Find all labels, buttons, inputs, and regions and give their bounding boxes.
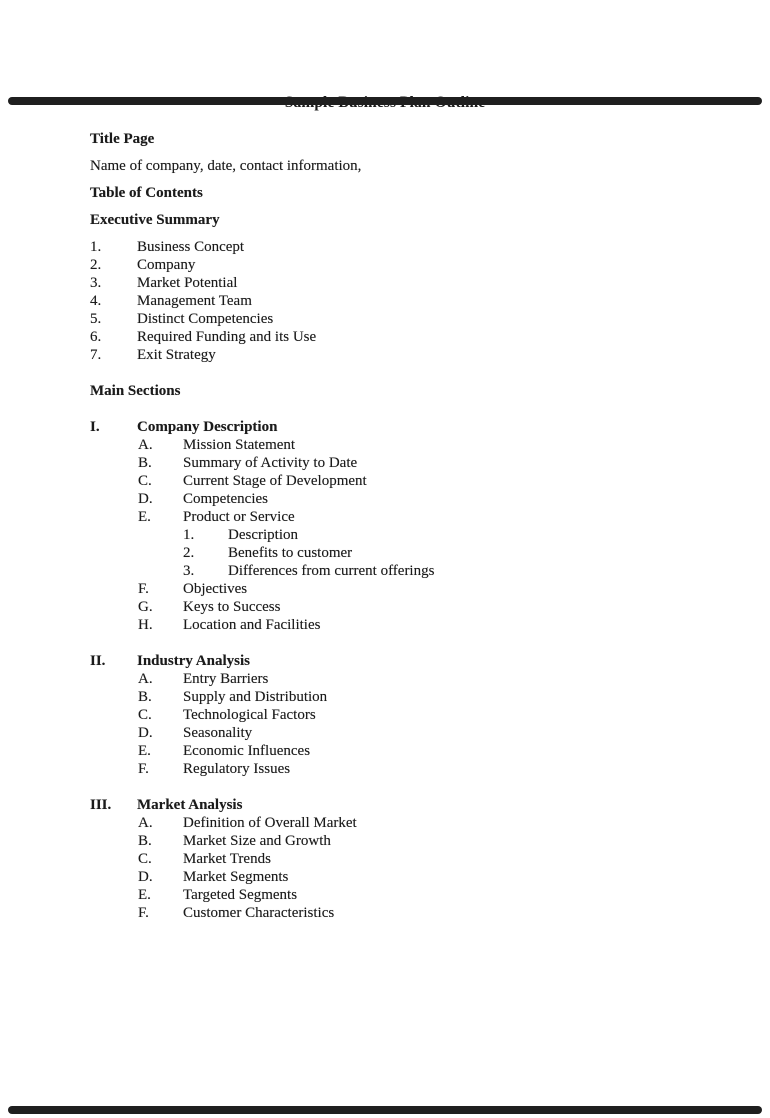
- item-text: Entry Barriers: [183, 671, 269, 687]
- section-title: Company Description: [137, 419, 278, 435]
- outline-item: [90, 454, 740, 472]
- item-text: Business Concept: [137, 239, 245, 255]
- item-text: Market Trends: [183, 851, 271, 867]
- outline-item: [90, 904, 740, 922]
- outline-item: [90, 238, 740, 256]
- item-text: Supply and Distribution: [183, 689, 328, 705]
- outline-item: [90, 328, 740, 346]
- outline-item: [90, 742, 740, 760]
- scan-edge-top-bar: [8, 97, 762, 105]
- outline-subitem: [90, 562, 740, 580]
- outline-item: [90, 508, 740, 526]
- item-marker: B.: [138, 689, 152, 705]
- outline-item: [90, 724, 740, 742]
- item-text: Location and Facilities: [183, 617, 321, 633]
- item-text: Economic Influences: [183, 743, 311, 759]
- item-marker: E.: [138, 509, 151, 525]
- item-marker: B.: [138, 833, 152, 849]
- item-marker: 4.: [90, 293, 102, 309]
- item-marker: E.: [138, 743, 151, 759]
- item-marker: 7.: [90, 347, 102, 363]
- item-marker: 5.: [90, 311, 102, 327]
- section-marker: II.: [90, 653, 106, 669]
- document-body: [90, 130, 740, 922]
- item-text: Company: [137, 257, 196, 273]
- front-matter-paragraph: Executive Summary: [90, 212, 220, 228]
- item-marker: 6.: [90, 329, 102, 345]
- item-marker: 2.: [183, 545, 195, 561]
- item-text: Customer Characteristics: [183, 905, 335, 921]
- item-text: Definition of Overall Market: [183, 815, 357, 831]
- outline-subitem: [90, 544, 740, 562]
- item-text: Market Potential: [137, 275, 238, 291]
- item-marker: 3.: [183, 563, 195, 579]
- item-text: Market Segments: [183, 869, 289, 885]
- section-heading: [90, 796, 740, 814]
- item-marker: 3.: [90, 275, 102, 291]
- item-text: Exit Strategy: [137, 347, 216, 363]
- outline-section: [90, 796, 740, 922]
- item-marker: A.: [138, 815, 153, 831]
- item-text: Objectives: [183, 581, 248, 597]
- item-text: Keys to Success: [183, 599, 281, 615]
- outline-item: [90, 760, 740, 778]
- item-marker: A.: [138, 671, 153, 687]
- item-marker: 1.: [90, 239, 102, 255]
- item-marker: F.: [138, 581, 149, 597]
- outline-item: [90, 256, 740, 274]
- item-marker: H.: [138, 617, 153, 633]
- item-marker: C.: [138, 473, 152, 489]
- item-text: Description: [228, 527, 298, 543]
- main-sections-heading: Main Sections: [90, 383, 181, 399]
- front-matter-paragraph: Table of Contents: [90, 185, 203, 201]
- document-page: [0, 94, 770, 1118]
- item-marker: G.: [138, 599, 153, 615]
- scan-edge-bottom-bar: [8, 1106, 762, 1114]
- outline-item: [90, 472, 740, 490]
- section-title: Industry Analysis: [137, 653, 250, 669]
- outline-item: [90, 706, 740, 724]
- item-marker: C.: [138, 707, 152, 723]
- item-marker: A.: [138, 437, 153, 453]
- outline-item: [90, 436, 740, 454]
- outline-item: [90, 886, 740, 904]
- outline-item: [90, 688, 740, 706]
- section-marker: III.: [90, 797, 112, 813]
- item-marker: F.: [138, 761, 149, 777]
- outline-subitem: [90, 526, 740, 544]
- item-text: Seasonality: [183, 725, 253, 741]
- outline-item: [90, 670, 740, 688]
- outline-section: [90, 418, 740, 634]
- item-text: Market Size and Growth: [183, 833, 331, 849]
- item-text: Mission Statement: [183, 437, 296, 453]
- item-marker: C.: [138, 851, 152, 867]
- section-title: Market Analysis: [137, 797, 243, 813]
- item-text: Management Team: [137, 293, 252, 309]
- item-text: Competencies: [183, 491, 268, 507]
- item-marker: 2.: [90, 257, 102, 273]
- executive-summary-list: [90, 238, 740, 364]
- item-text: Current Stage of Development: [183, 473, 367, 489]
- section-heading: [90, 652, 740, 670]
- outline-item: [90, 868, 740, 886]
- item-marker: D.: [138, 491, 153, 507]
- item-marker: D.: [138, 725, 153, 741]
- front-matter-paragraph: Title Page: [90, 131, 155, 147]
- outline-item: [90, 616, 740, 634]
- outline-item: [90, 490, 740, 508]
- outline-item: [90, 292, 740, 310]
- item-marker: D.: [138, 869, 153, 885]
- item-marker: 1.: [183, 527, 195, 543]
- section-marker: I.: [90, 419, 100, 435]
- item-text: Distinct Competencies: [137, 311, 274, 327]
- item-text: Benefits to customer: [228, 545, 353, 561]
- item-text: Required Funding and its Use: [137, 329, 317, 345]
- item-text: Differences from current offerings: [228, 563, 435, 579]
- outline-item: [90, 580, 740, 598]
- item-text: Technological Factors: [183, 707, 316, 723]
- item-marker: E.: [138, 887, 151, 903]
- outline-item: [90, 814, 740, 832]
- front-matter-paragraph: Name of company, date, contact information,: [90, 158, 362, 174]
- item-text: Targeted Segments: [183, 887, 298, 903]
- item-marker: B.: [138, 455, 152, 471]
- item-marker: F.: [138, 905, 149, 921]
- item-text: Summary of Activity to Date: [183, 455, 358, 471]
- item-text: Product or Service: [183, 509, 295, 525]
- outline-item: [90, 598, 740, 616]
- outline-item: [90, 310, 740, 328]
- outline-item: [90, 832, 740, 850]
- outline-item: [90, 346, 740, 364]
- item-text: Regulatory Issues: [183, 761, 291, 777]
- outline-item: [90, 274, 740, 292]
- section-heading: [90, 418, 740, 436]
- outline-section: [90, 652, 740, 778]
- outline-item: [90, 850, 740, 868]
